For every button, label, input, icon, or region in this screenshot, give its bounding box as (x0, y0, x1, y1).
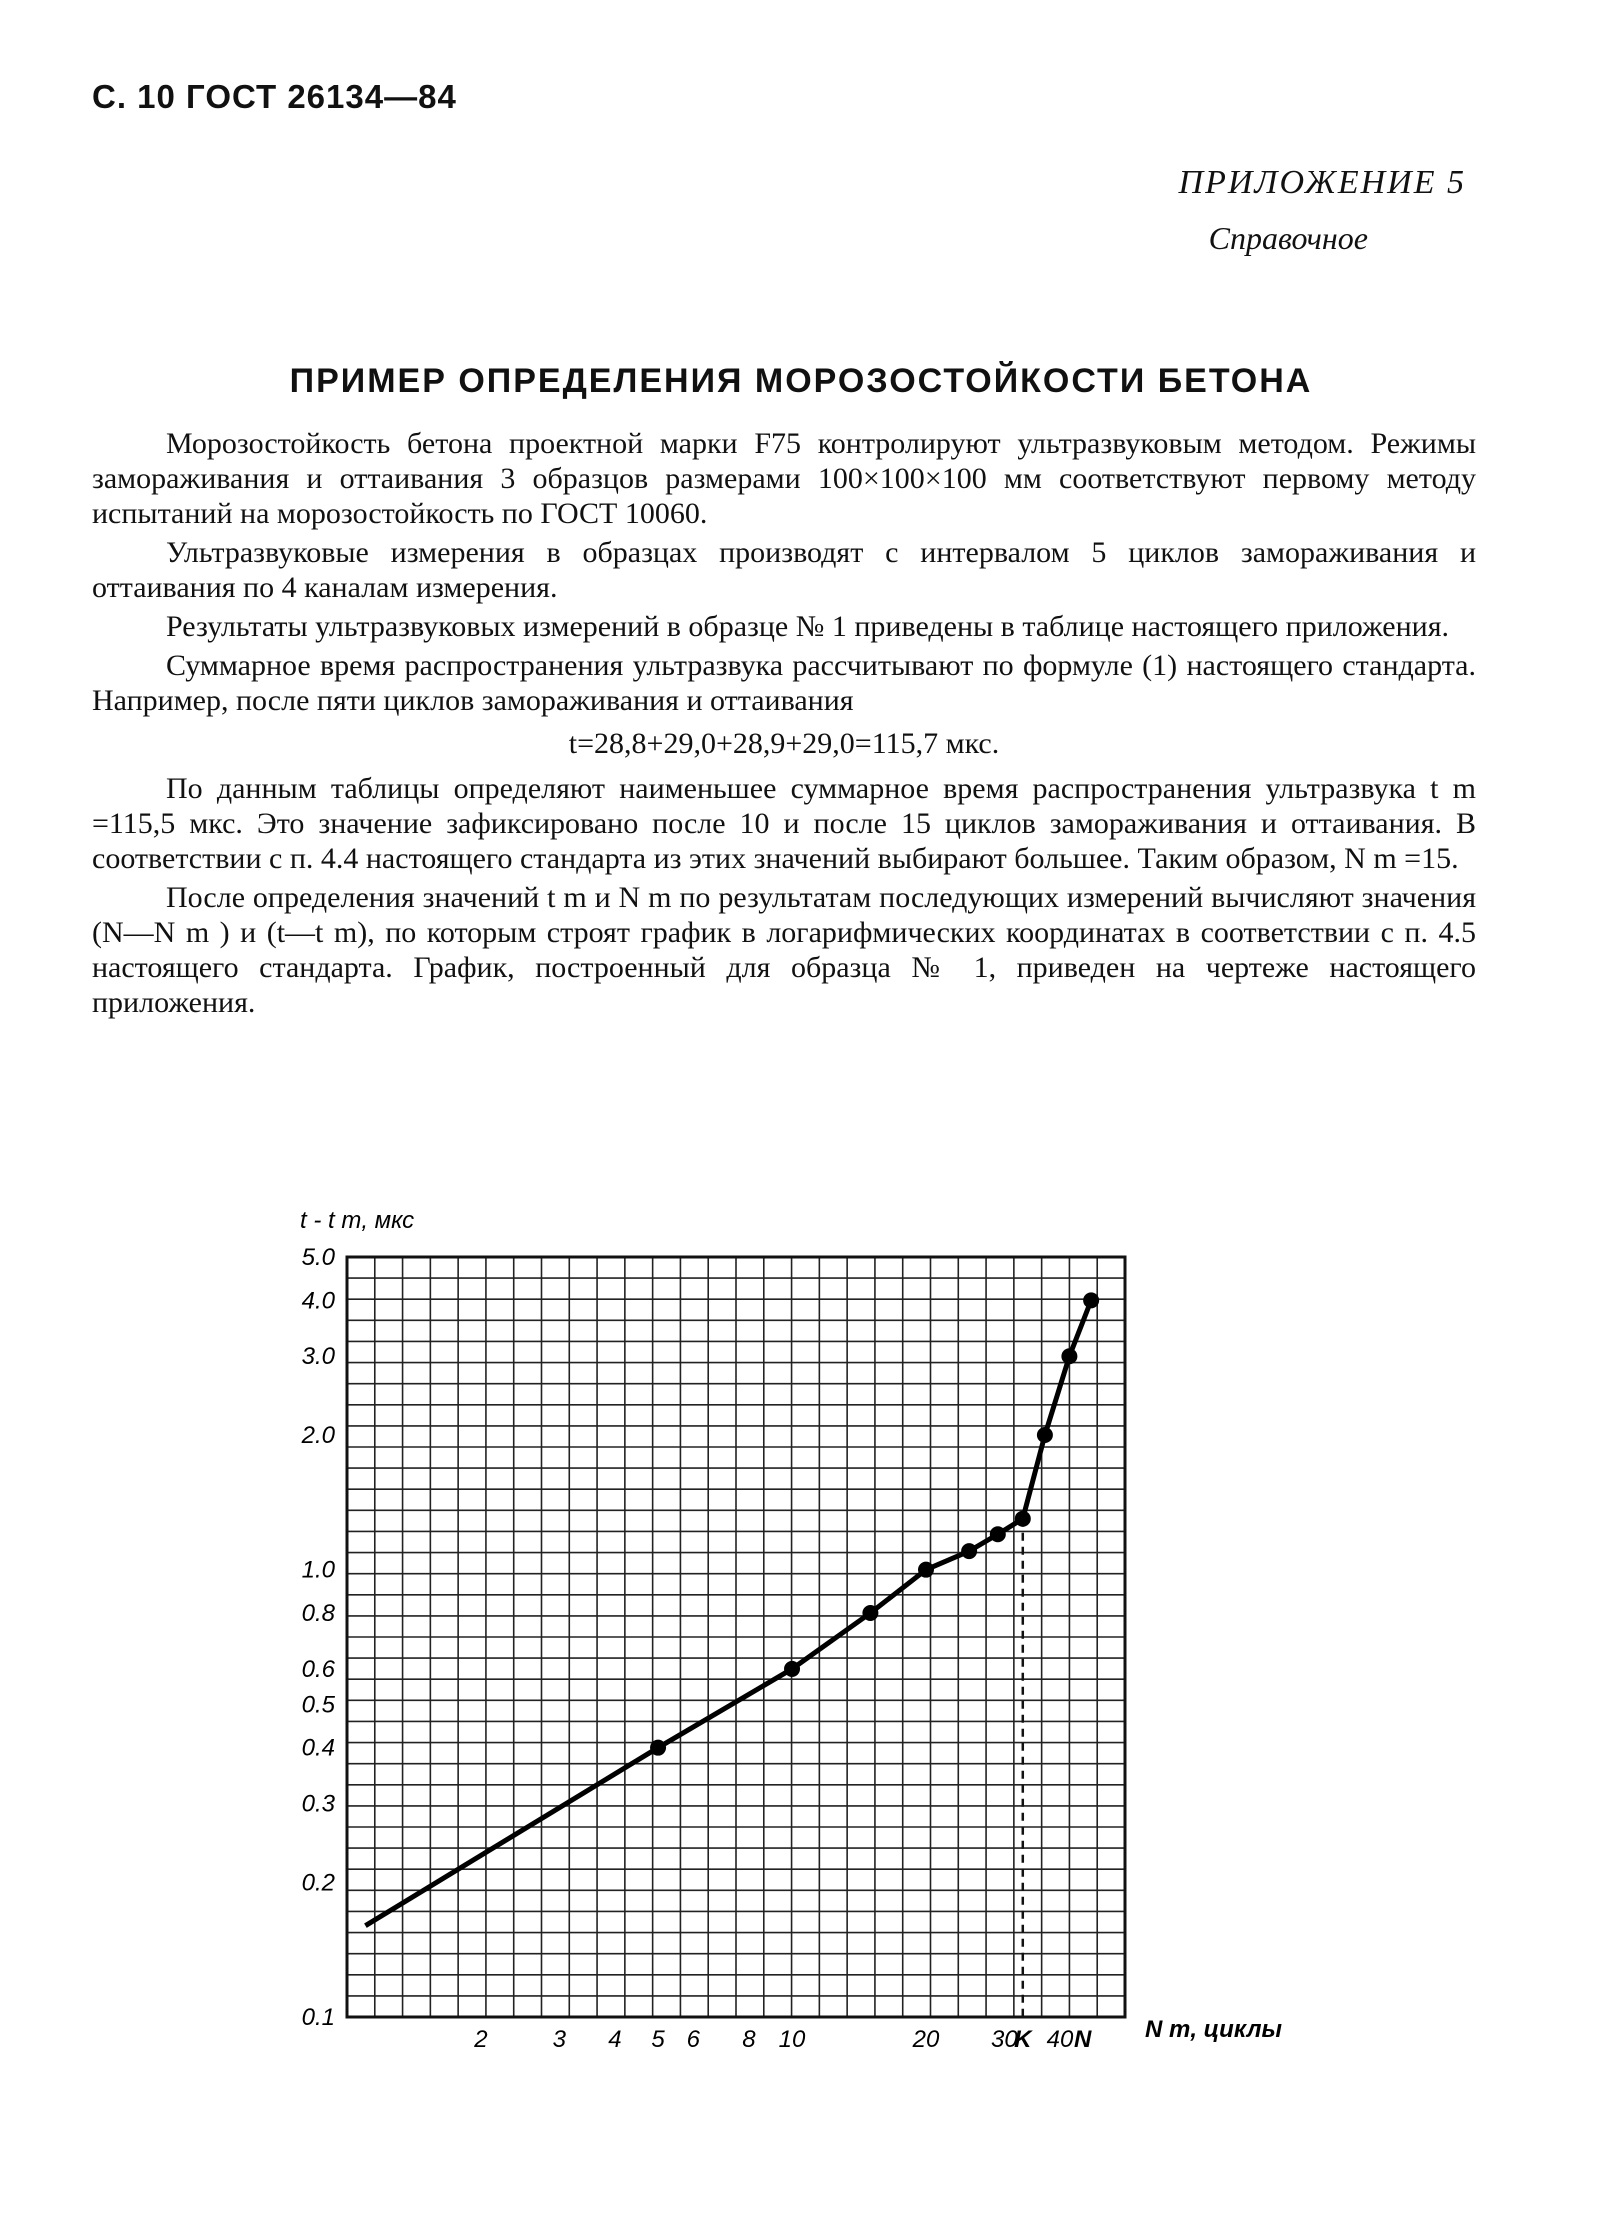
data-point (1061, 1348, 1077, 1364)
series-line (365, 1300, 1091, 1925)
page-title: ПРИМЕР ОПРЕДЕЛЕНИЯ МОРОЗОСТОЙКОСТИ БЕТОНА (289, 362, 1313, 400)
page-header: С. 10 ГОСТ 26134—84 (92, 78, 457, 115)
chart-grid (347, 1257, 1125, 2017)
x-tick-label: 30 (991, 2026, 1018, 2053)
x-tick-label: 20 (912, 2026, 940, 2053)
y-tick-label: 0.2 (301, 1869, 335, 1897)
x-tick-label: 40 (1046, 2026, 1074, 2053)
y-tick-label: 0.4 (301, 1734, 335, 1762)
y-tick-label: 5.0 (301, 1244, 335, 1271)
x-tick-label: K (1014, 2026, 1032, 2053)
chart-axes (301, 1244, 1125, 2053)
x-tick-label: 2 (474, 2026, 488, 2053)
x-tick-label: 4 (608, 2026, 622, 2053)
paragraph-5: По данным таблицы определяют наименьшее суммарное время распространения ультразвука t m =115,5 мкс. Это значение зафиксировано после 10 и после 15 циклов замораживания и оттаивания. В соответствии с п. 4.4 настоящего стандарта из этих значений выбирают большее. Таким образом, N m =15. (92, 772, 1476, 875)
y-tick-label: 0.5 (301, 1691, 335, 1719)
paragraph-2: Ультразвуковые измерения в образцах производят с интервалом 5 циклов замораживания и оттаивания по 4 каналам измерения. (92, 536, 1476, 604)
y-tick-label: 0.1 (301, 2004, 335, 2031)
data-point (862, 1605, 878, 1621)
y-tick-label: 2.0 (301, 1422, 335, 1450)
data-point (961, 1543, 977, 1559)
y-tick-label: 0.8 (301, 1600, 335, 1628)
appendix-label: ПРИЛОЖЕНИЕ 5 (1178, 164, 1466, 201)
y-tick-label: 3.0 (301, 1343, 335, 1371)
x-tick-label: 5 (651, 2026, 665, 2053)
data-point (1037, 1427, 1053, 1443)
log-log-chart (0, 1195, 1602, 2075)
formula: t=28,8+29,0+28,9+29,0=115,7 мкс. (568, 727, 1000, 760)
chart-container (0, 1195, 1602, 2075)
body-text (92, 426, 1476, 1024)
x-tick-label: 8 (742, 2026, 756, 2053)
y-tick-label: 0.6 (301, 1655, 335, 1683)
appendix-kind: Справочное (1208, 220, 1368, 256)
y-axis-label: t - t m, мкс (300, 1207, 415, 1234)
x-axis-label: N m, циклы (1145, 2016, 1283, 2043)
data-point (990, 1526, 1006, 1542)
paragraph-6: После определения значений t m и N m по результатам последующих измерений вычисляют значения (N—N m ) и (t—t m), по которым строят график в логарифмических координатах в соответствии с п. 4.5 настоящего стандарта. График, построенный для образца № 1, приведен на чертеже настоящего приложения. (92, 881, 1476, 1019)
y-tick-label: 1.0 (301, 1556, 335, 1584)
paragraph-3: Результаты ультразвуковых измерений в образце № 1 приведены в таблице настоящего приложения. (166, 610, 1450, 643)
x-tick-label: 6 (686, 2026, 700, 2053)
data-point (918, 1562, 934, 1578)
y-tick-label: 4.0 (301, 1287, 335, 1315)
x-tick-label: 10 (778, 2026, 806, 2053)
paragraph-1: Морозостойкость бетона проектной марки F75 контролируют ультразвуковым методом. Режимы замораживания и оттаивания 3 образцов размерами 100×100×100 мм соответствуют первому методу испытаний на морозостойкость по ГОСТ 10060. (92, 427, 1476, 530)
data-point (1015, 1511, 1031, 1527)
x-tick-label: N (1074, 2026, 1092, 2053)
data-point (650, 1740, 666, 1756)
chart-series (365, 1292, 1099, 2017)
y-tick-label: 0.3 (301, 1790, 335, 1818)
data-point (1083, 1292, 1099, 1308)
data-point (784, 1661, 800, 1677)
x-tick-label: 3 (552, 2026, 567, 2053)
paragraph-4: Суммарное время распространения ультразвука рассчитывают по формуле (1) настоящего стандарта. Например, после пяти циклов замораживания и оттаивания (92, 649, 1476, 717)
